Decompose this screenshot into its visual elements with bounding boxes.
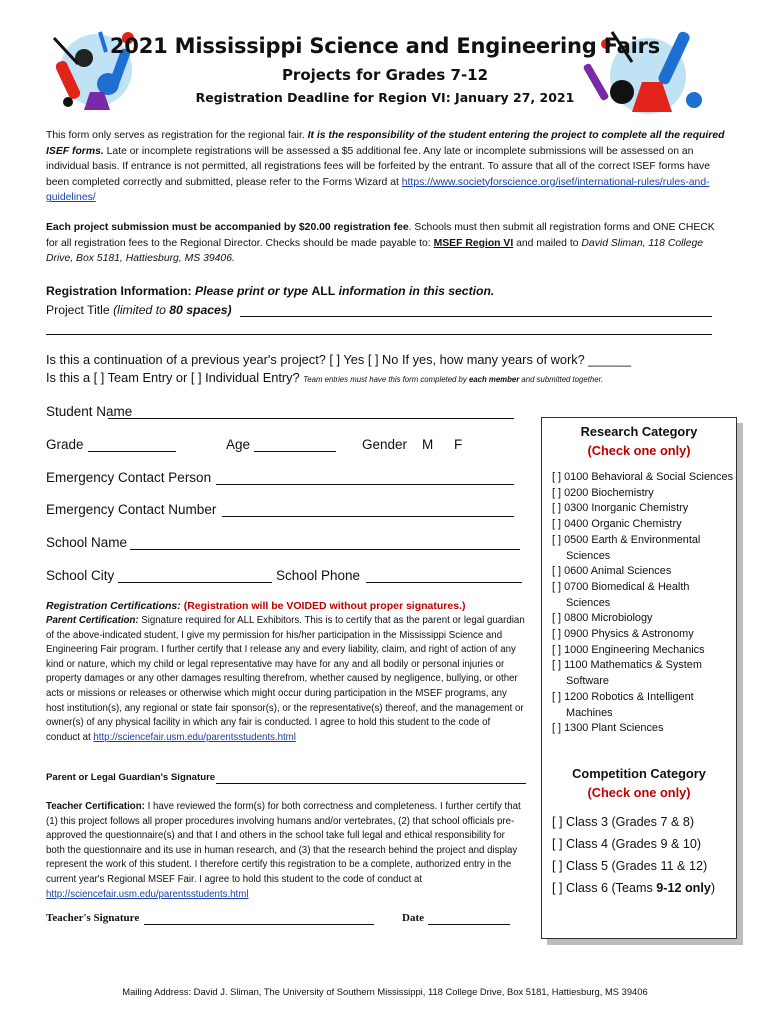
parent-code-of-conduct-link[interactable]: http://sciencefair.usm.edu/parentsstudents.html	[93, 731, 296, 743]
teacher-code-of-conduct-link[interactable]: http://sciencefair.usm.edu/parentsstudents.html	[46, 888, 249, 900]
teacher-signature-input[interactable]	[144, 924, 374, 925]
grade-label: Grade	[46, 437, 84, 452]
mailing-address-inline: David Sliman, 118 College Drive, Box 5181, Hattiesburg, MS 39406.	[46, 237, 704, 265]
certifications-heading: Registration Certifications: (Registration will be VOIDED without proper signatures.)	[46, 600, 466, 612]
competition-option[interactable]: [ ] Class 4 (Grades 9 & 10)	[552, 837, 702, 851]
category-box	[541, 417, 737, 939]
intro-text-c: Late or incomplete registrations will be assessed a $5 additional fee. Any late or incomplete submissions will be assessed on an individual basis. If entrance is not permitted, all registrations fees will be forfeited by the entrant. To assure that all of the correct ISEF forms have been completed correctly and submitted, please refer to the Forms Wizard at	[46, 145, 710, 188]
payee: MSEF Region VI	[433, 237, 514, 249]
parent-signature-input[interactable]	[216, 783, 526, 784]
research-option[interactable]: [ ] 1200 Robotics & Intelligent Machines	[552, 690, 694, 719]
research-option[interactable]: [ ] 0300 Inorganic Chemistry	[552, 502, 689, 515]
research-category-heading: Research Category	[580, 424, 698, 439]
research-category-list	[552, 470, 736, 737]
research-option[interactable]: [ ] 1100 Mathematics & System Software	[552, 659, 702, 688]
student-name-label: Student Name	[46, 404, 133, 419]
research-option[interactable]: [ ] 0800 Microbiology	[552, 612, 653, 625]
competition-check-one: (Check one only)	[587, 785, 691, 800]
research-option[interactable]: [ ] 0400 Organic Chemistry	[552, 518, 682, 531]
continuation-question[interactable]: Is this a continuation of a previous year's project? [ ] Yes [ ] No If yes, how many years of work? ______	[46, 352, 632, 367]
research-option[interactable]: [ ] 0200 Biochemistry	[552, 486, 654, 499]
competition-category-heading: Competition Category	[572, 766, 706, 781]
grade-input[interactable]	[88, 451, 176, 452]
footer-mailing-address: Mailing Address: David J. Sliman, The University of Southern Mississippi, 118 College Drive, Box 5181, Hattiesburg, MS 39406	[122, 986, 648, 997]
date-input[interactable]	[428, 924, 510, 925]
research-option[interactable]: [ ] 0100 Behavioral & Social Sciences	[552, 471, 734, 483]
student-name-input[interactable]	[108, 418, 514, 419]
school-city-label: School City	[46, 568, 115, 583]
team-entry-note: Team entries must have this form completed by each member and submitted together.	[303, 375, 604, 384]
fee-text-b: and mailed to	[516, 237, 579, 249]
page-title: 2021 Mississippi Science and Engineering Fairs	[109, 34, 661, 58]
research-option[interactable]: [ ] 0600 Animal Sciences	[552, 565, 672, 578]
school-phone-label: School Phone	[276, 568, 361, 583]
emergency-number-label: Emergency Contact Number	[46, 502, 217, 517]
research-check-one: (Check one only)	[587, 443, 691, 458]
age-input[interactable]	[254, 451, 336, 452]
fee-text-a: . Schools must then submit all registration forms and ONE CHECK for all registration fees to the Regional Director. Checks should be made payable to:	[46, 222, 715, 249]
age-label: Age	[226, 437, 251, 452]
research-option[interactable]: [ ] 1000 Engineering Mechanics	[552, 643, 705, 656]
entry-type-question[interactable]: Is this a [ ] Team Entry or [ ] Individual Entry?	[46, 370, 300, 385]
registration-heading: Registration Information: Please print or type ALL information in this section.	[46, 284, 495, 298]
project-title-label: Project Title	[46, 303, 110, 317]
research-option[interactable]: [ ] 0500 Earth & Environmental Sciences	[552, 533, 701, 562]
research-option[interactable]: [ ] 0700 Biomedical & Health Sciences	[552, 580, 690, 609]
school-name-label: School Name	[46, 535, 128, 550]
intro-text-a: This form only serves as registration for the regional fair.	[46, 130, 305, 141]
voided-warning: (Registration will be VOIDED without proper signatures.)	[183, 600, 466, 612]
gender-label: Gender	[362, 437, 408, 452]
project-title-input[interactable]	[240, 316, 712, 317]
emergency-person-label: Emergency Contact Person	[46, 470, 212, 485]
research-option[interactable]: [ ] 0900 Physics & Astronomy	[552, 628, 694, 641]
fee-statement: Each project submission must be accompanied by $20.00 registration fee	[46, 222, 409, 233]
date-label: Date	[402, 912, 424, 924]
competition-category-list	[552, 811, 736, 899]
emergency-person-input[interactable]	[216, 484, 514, 485]
registration-deadline: Registration Deadline for Region VI: January 27, 2021	[195, 90, 575, 105]
school-phone-input[interactable]	[366, 582, 522, 583]
competition-option-class6[interactable]: [ ] Class 6 (Teams 9-12 only)	[552, 881, 716, 895]
competition-option[interactable]: [ ] Class 5 (Grades 11 & 12)	[552, 859, 708, 873]
school-city-input[interactable]	[118, 582, 272, 583]
gender-f-option[interactable]: F	[454, 437, 463, 452]
emergency-number-input[interactable]	[222, 516, 514, 517]
project-title-input-line2[interactable]	[46, 334, 712, 335]
gender-m-option[interactable]: M	[422, 437, 434, 452]
fee-paragraph	[46, 220, 726, 267]
research-option[interactable]: [ ] 1300 Plant Sciences	[552, 722, 664, 735]
parent-certification: Parent Certification: Signature required for ALL Exhibitors. This is to certify that as the parent or legal guardian of the above-indicated student, I give my permission for his/her participation in the Mississippi Science and Engineering Fair program. I further certify that I release any and every liability, claim, and right of action of any kind or nature, which my child or legal representative may have for any and all bodily or personal injuries or property damages or any other damages resulting therefrom, whether caused by negligence, bullying, or other acts or missions or releases or otherwise which might occur during participation in the MSEF programs, any host institution(s), any regional or state fair sponsor(s), or the representative(s) thereof, and the management or owner(s) of any physical facility in which any fair is conducted. I agree to hold this student to the code of conduct at http://sciencefair.usm.edu/parentsstudents.html	[46, 615, 525, 743]
teacher-certification: Teacher Certification: I have reviewed the form(s) for both correctness and completeness. I further certify that (1) this project follows all proper procedures involving humans and/or vertebrates, (2) that school officials pre-approved the questionnaire(s) and that I and others in the school take full legal and ethical responsibility for both the questionnaire and its use in human research, and (3) that the research behind the project and display represent the work of this student. I therefore certify this registration to be a complete, authorized entry in the current year's Regional MSEF Fair. I agree to hold this student to the code of conduct at http://sciencefair.usm.edu/parentsstudents.html	[46, 801, 521, 900]
parent-signature-label: Parent or Legal Guardian's Signature	[46, 772, 216, 783]
project-title-row: Project Title (limited to 80 spaces)	[46, 303, 232, 317]
competition-option[interactable]: [ ] Class 3 (Grades 7 & 8)	[552, 815, 695, 829]
intro-paragraph	[46, 128, 726, 206]
forms-wizard-link[interactable]: https://www.societyforscience.org/isef/international-rules/rules-and-guidelines/	[46, 176, 710, 204]
teacher-signature-label: Teacher's Signature	[46, 912, 140, 924]
page-subtitle: Projects for Grades 7-12	[281, 66, 489, 84]
entry-type-row[interactable]	[46, 370, 603, 385]
school-name-input[interactable]	[130, 549, 520, 550]
intro-responsibility: It is the responsibility of the student entering the project to complete all the required ISEF forms.	[46, 130, 725, 157]
